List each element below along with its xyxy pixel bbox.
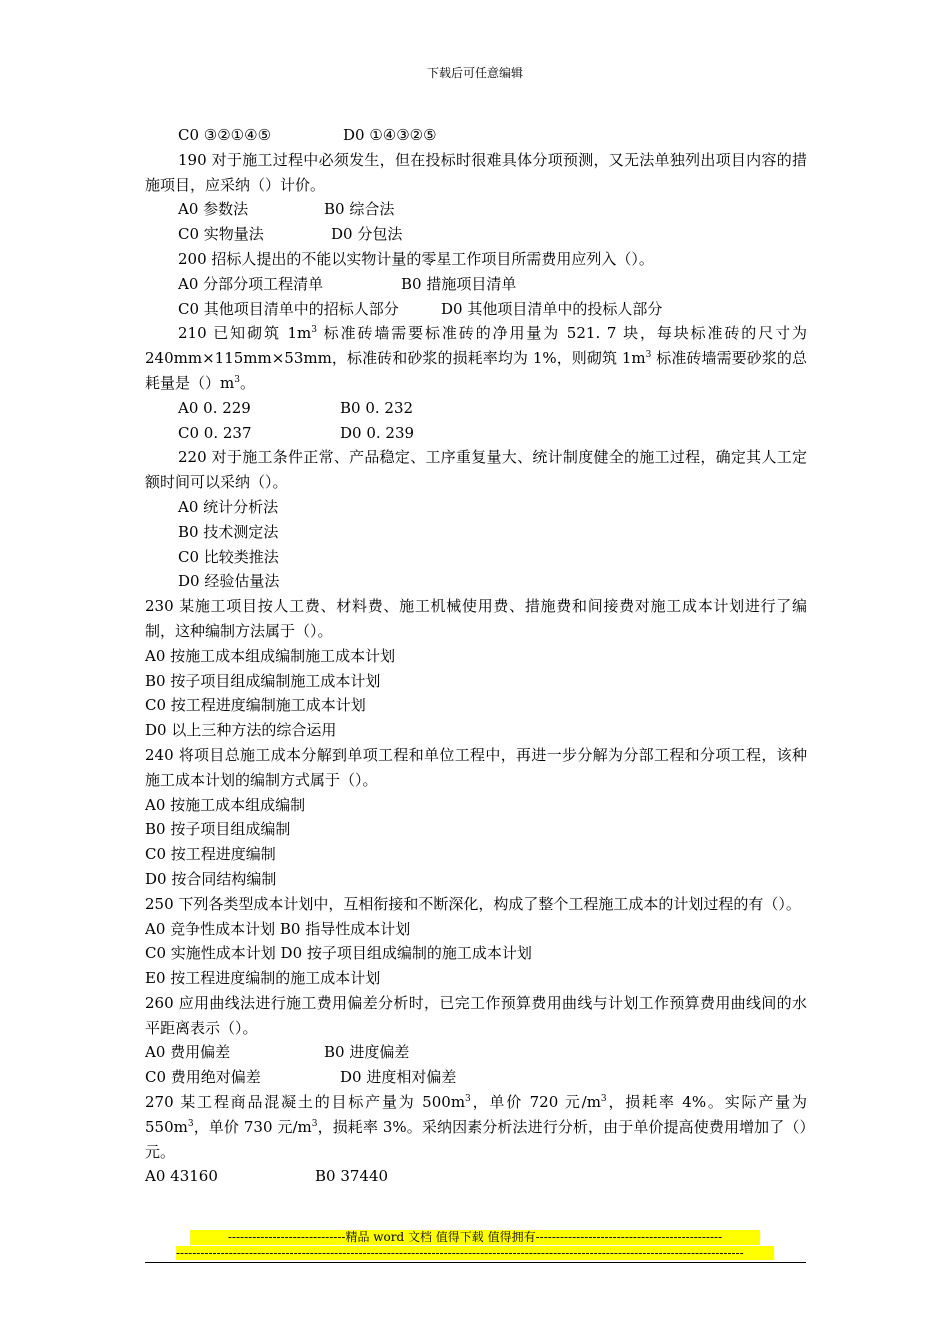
question-20: 200 招标人提出的不能以实物计量的零星工作项目所需费用应列入（）。 [178, 249, 654, 268]
option-c: C0 按工程进度编制 [145, 845, 276, 864]
option-row: C0 实施性成本计划 D0 按子项目组成编制的施工成本计划 [145, 944, 532, 963]
option-row [145, 1164, 807, 1189]
question-27: 270 某工程商品混凝土的目标产量为 $500m^3$，单价 720 元$/m^3$，损耗率 4%。实际产量为 $550m^3$，单价 730 元$/m^3$，损耗率 3%。采纳因素分析法进行分析，由于单价提高使费用增加了（）元。 [145, 1093, 807, 1161]
option-row: A0 竞争性成本计划 B0 指导性成本计划 [145, 919, 411, 938]
option-c: C0 费用绝对偏差 [145, 1068, 261, 1087]
option-b: B0 技术测定法 [178, 522, 279, 541]
option-a: A0 按施工成本组成编制施工成本计划 [145, 646, 396, 665]
page-header: 下载后可任意编辑 [426, 66, 523, 80]
option-row [145, 222, 807, 247]
question-19: 190 对于施工过程中必须发生，但在投标时很难具体分项预测，又无法单独列出项目内容的措施项目，应采纳（）计价。 [145, 150, 807, 194]
option-b: B0 进度偏差 [324, 1043, 410, 1062]
option-d: D0 以上三种方法的综合运用 [145, 721, 337, 740]
footer-rule [145, 1262, 806, 1263]
option-row [145, 396, 807, 421]
option-d: D0 ①④③②⑤ [343, 126, 437, 144]
option-a: A0 按施工成本组成编制 [145, 795, 306, 814]
option-row [145, 123, 807, 148]
option-b: B0 37440 [315, 1167, 389, 1186]
option-a: A0 分部分项工程清单 [178, 274, 324, 293]
option-c: C0 比较类推法 [178, 547, 279, 566]
option-d: D0 按合同结构编制 [145, 869, 277, 888]
option-e: E0 按工程进度编制的施工成本计划 [145, 969, 381, 988]
question-21: 210 已知砌筑 $1m^3$ 标准砖墙需要标准砖的净用量为 521. 7 块，每块标准砖的尺寸为 240mm×115mm×53mm，标准砖和砂浆的损耗率均为 1%，则砌筑 $1m^3$ 标准砖墙需要砂浆的总耗量是$()m^3$。 [145, 324, 807, 392]
option-c: C0 按工程进度编制施工成本计划 [145, 696, 366, 715]
option-c: C0 0. 237 [178, 423, 252, 442]
option-c: C0 其他项目清单中的招标人部分 [178, 299, 399, 318]
option-row [145, 1065, 807, 1090]
question-26: 260 应用曲线法进行施工费用偏差分析时，已完工作预算费用曲线与计划工作预算费用曲线间的水平距离表示（）。 [145, 993, 807, 1037]
question-22: 220 对于施工条件正常、产品稳定、工序重复量大、统计制度健全的施工过程，确定其人工定额时间可以采纳（）。 [145, 448, 807, 492]
option-d: D0 经验估量法 [178, 572, 280, 591]
option-a: A0 统计分析法 [178, 497, 279, 516]
option-row [145, 421, 807, 446]
footer-banner: -----------------------------精品 word 文档 值得下载 值得拥有---------------------------------------------- [190, 1230, 760, 1245]
option-row [145, 272, 807, 297]
question-25: 250 下列各类型成本计划中，互相衔接和不断深化，构成了整个工程施工成本的计划过程的有（）。 [145, 894, 801, 913]
option-row [145, 297, 807, 322]
document-body [145, 123, 807, 1189]
option-d: D0 分包法 [331, 225, 403, 244]
option-a: A0 0. 229 [178, 398, 251, 417]
option-c: C0 实物量法 [178, 225, 264, 244]
option-b: B0 综合法 [324, 200, 395, 219]
option-b: B0 0. 232 [340, 398, 414, 417]
question-24: 240 将项目总施工成本分解到单项工程和单位工程中，再进一步分解为分部工程和分项工程，该种施工成本计划的编制方式属于（）。 [145, 745, 807, 789]
option-d: D0 进度相对偏差 [340, 1068, 457, 1087]
option-row [145, 197, 807, 222]
option-c: C0 ③②①④⑤ [178, 126, 272, 144]
option-b: B0 措施项目清单 [401, 274, 517, 293]
option-row [145, 1040, 807, 1065]
option-d: D0 其他项目清单中的投标人部分 [441, 299, 663, 318]
option-a: A0 费用偏差 [145, 1043, 231, 1062]
question-23: 230 某施工项目按人工费、材料费、施工机械使用费、措施费和间接费对施工成本计划进行了编制，这种编制方法属于（）。 [145, 597, 807, 640]
footer-dashes: -------------------------------------------------------------------------------------------------------------------------------------------- [176, 1246, 774, 1260]
option-a: A0 43160 [145, 1167, 218, 1186]
option-a: A0 参数法 [178, 200, 249, 219]
option-d: D0 0. 239 [340, 423, 415, 442]
option-b: B0 按子项目组成编制施工成本计划 [145, 671, 381, 690]
option-b: B0 按子项目组成编制 [145, 820, 291, 839]
